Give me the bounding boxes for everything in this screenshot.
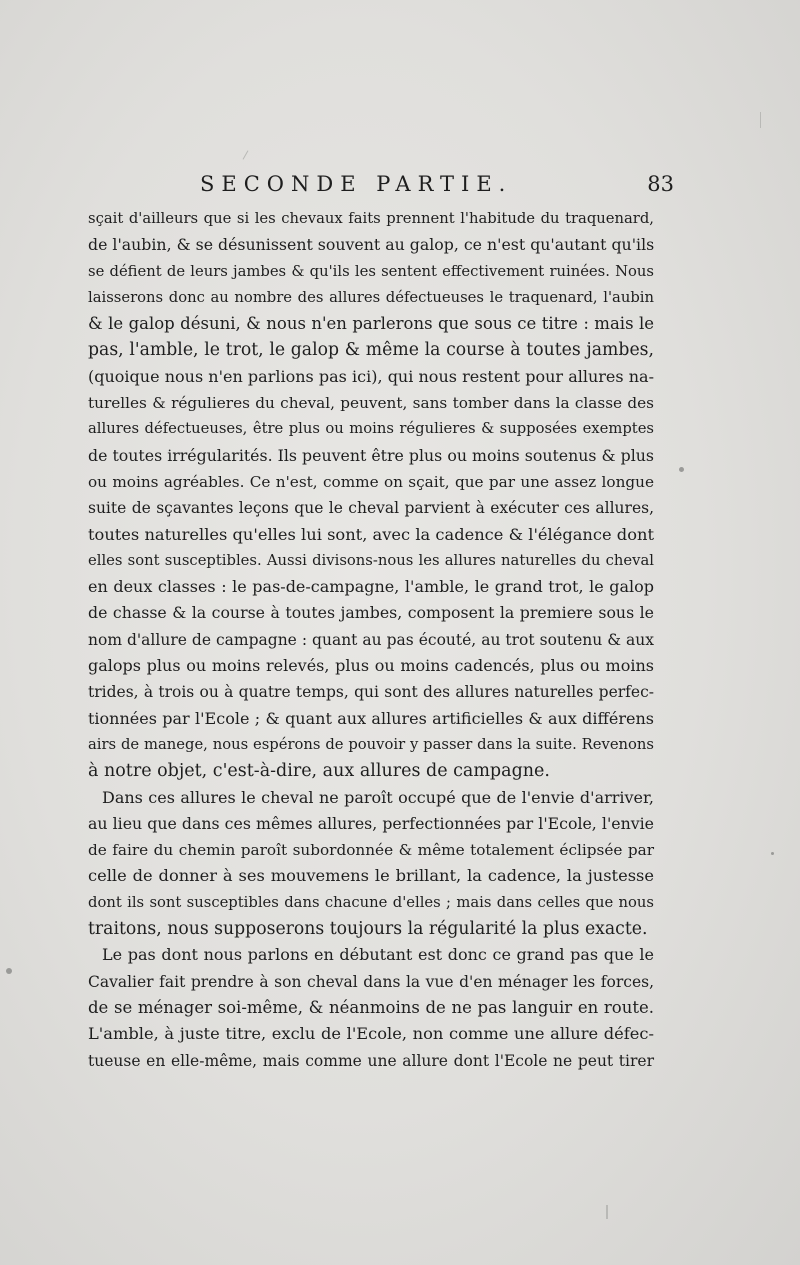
ink-speck xyxy=(771,852,774,855)
text-line: (quoique nous n'en parlions pas ici), qui nous restent pour allures na- xyxy=(88,366,654,386)
ink-speck xyxy=(679,467,684,472)
text-line: à notre objet, c'est-à-dire, aux allures de campagne. xyxy=(88,761,550,782)
text-line: L'amble, à juste titre, exclu de l'Ecole, non comme une allure défec- xyxy=(88,1024,654,1044)
text-line: allures défectueuses, être plus ou moins régulieres & supposées exemptes xyxy=(88,420,654,438)
text-line: au lieu que dans ces mêmes allures, perfectionnées par l'Ecole, l'envie xyxy=(88,813,654,833)
text-line: dont ils sont susceptibles dans chacune d'elles ; mais dans celles que nous xyxy=(88,893,654,911)
text-line: laisserons donc au nombre des allures défectueuses le traquenard, l'aubin xyxy=(88,288,654,306)
text-line: pas, l'amble, le trot, le galop & même la course à toutes jambes, xyxy=(88,340,654,361)
text-line: de faire du chemin paroît subordonnée & même totalement éclipsée par xyxy=(88,841,654,860)
page-number: 83 xyxy=(647,172,674,196)
text-line: en deux classes : le pas-de-campagne, l'amble, le grand trot, le galop xyxy=(88,577,654,597)
text-line: tionnées par l'Ecole ; & quant aux allures artificielles & aux différens xyxy=(88,708,654,728)
text-line: Le pas dont nous parlons en débutant est donc ce grand pas que le xyxy=(102,945,654,965)
text-line: airs de manege, nous espérons de pouvoir y passer dans la suite. Revenons xyxy=(88,735,654,753)
text-line: nom d'allure de campagne : quant au pas écouté, au trot soutenu & aux xyxy=(88,630,654,649)
text-line: suite de sçavantes leçons que le cheval parvient à exécuter ces allures, xyxy=(88,499,654,518)
body-text xyxy=(88,206,654,1074)
text-line: ou moins agréables. Ce n'est, comme on sçait, que par une assez longue xyxy=(88,472,654,491)
text-line: traitons, nous supposerons toujours la régularité la plus exacte. xyxy=(88,919,648,940)
running-title: SECONDE PARTIE. xyxy=(200,172,513,196)
text-line: de toutes irrégularités. Ils peuvent être plus ou moins soutenus & plus xyxy=(88,445,654,465)
text-line: celle de donner à ses mouvemens le brillant, la cadence, la justesse xyxy=(88,866,654,886)
paper-mark xyxy=(606,1205,608,1219)
paragraph xyxy=(88,942,654,1073)
text-line: de se ménager soi-même, & néanmoins de ne pas languir en route. xyxy=(88,997,654,1017)
paper-mark xyxy=(760,112,761,128)
text-line: de chasse & la course à toutes jambes, composent la premiere sous le xyxy=(88,603,654,623)
text-line: toutes naturelles qu'elles lui sont, avec la cadence & l'élégance dont xyxy=(88,524,654,544)
text-line: elles sont susceptibles. Aussi divisons-nous les allures naturelles du cheval xyxy=(88,551,654,569)
text-line: & le galop désuni, & nous n'en parlerons que sous ce titre : mais le xyxy=(88,314,654,334)
text-line: Cavalier fait prendre à son cheval dans la vue d'en ménager les forces, xyxy=(88,972,654,991)
paper-mark xyxy=(243,150,249,159)
paragraph xyxy=(88,206,654,785)
paragraph xyxy=(88,785,654,943)
text-line: de l'aubin, & se désunissent souvent au galop, ce n'est qu'autant qu'ils xyxy=(88,235,655,255)
text-line: trides, à trois ou à quatre temps, qui sont des allures naturelles perfec- xyxy=(88,683,654,702)
text-line: galops plus ou moins relevés, plus ou moins cadencés, plus ou moins xyxy=(88,656,654,676)
text-line: sçait d'ailleurs que si les chevaux faits prennent l'habitude du traquenard, xyxy=(88,210,654,227)
text-line: Dans ces allures le cheval ne paroît occupé que de l'envie d'arriver, xyxy=(102,787,654,807)
page-header xyxy=(88,172,674,202)
text-line: turelles & régulieres du cheval, peuvent, sans tomber dans la classe des xyxy=(88,394,654,413)
text-line: se défient de leurs jambes & qu'ils les sentent effectivement ruinées. Nous xyxy=(88,262,654,280)
text-line: tueuse en elle-même, mais comme une allure dont l'Ecole ne peut tirer xyxy=(88,1051,654,1070)
ink-speck xyxy=(6,968,12,974)
